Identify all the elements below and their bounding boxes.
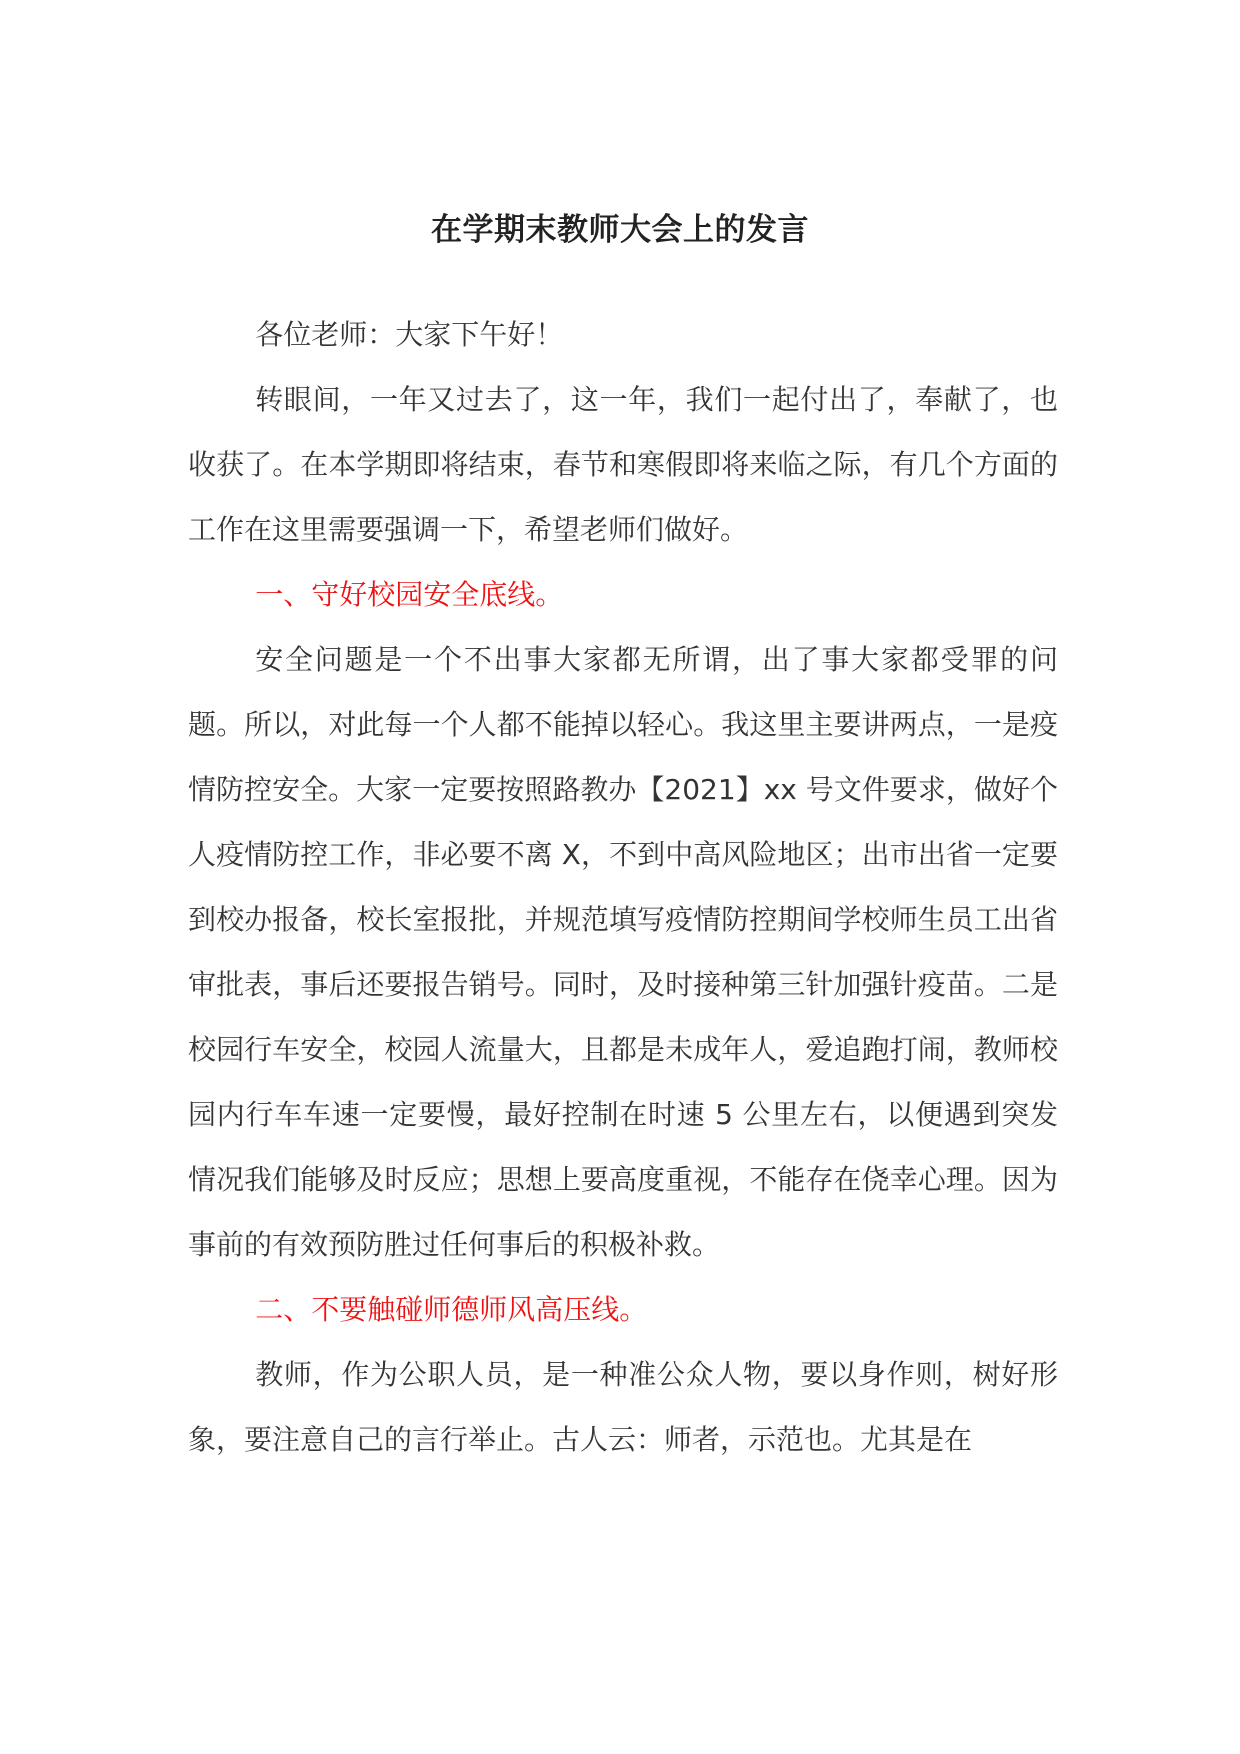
section-heading-ethics: 二、不要触碰师德师风高压线。 [255,1293,648,1326]
intro-paragraph: 转眼间，一年又过去了，这一年，我们一起付出了，奉献了，也收获了。在本学期即将结束，春节和寒假即将来临之际，有几个方面的工作在这里需要强调一下，希望老师们做好。 [188,383,1058,546]
document-title: 在学期末教师大会上的发言 [431,212,809,248]
document-body [188,302,1058,1472]
section-heading-safety: 一、守好校园安全底线。 [255,578,564,611]
greeting-paragraph: 各位老师：大家下午好！ [255,318,564,351]
ethics-paragraph: 教师，作为公职人员，是一种准公众人物，要以身作则，树好形象，要注意自己的言行举止。古人云：师者，示范也。尤其是在 [188,1358,1058,1456]
safety-paragraph: 安全问题是一个不出事大家都无所谓，出了事大家都受罪的问题。所以，对此每一个人都不能掉以轻心。我这里主要讲两点，一是疫情防控安全。大家一定要按照路教办【2021】xx 号文件要求，做好个人疫情防控工作，非必要不离 X，不到中高风险地区；出市出省一定要到校办报备，校长室报批，并规范填写疫情防控期间学校师生员工出省审批表，事后还要报告销号。同时，及时接种第三针加强针疫苗。二是校园行车安全，校园人流量大，且都是未成年人，爱追跑打闹，教师校园内行车车速一定要慢，最好控制在时速 5 公里左右，以便遇到突发情况我们能够及时反应；思想上要高度重视，不能存在侥幸心理。因为事前的有效预防胜过任何事后的积极补救。 [188,643,1058,1261]
